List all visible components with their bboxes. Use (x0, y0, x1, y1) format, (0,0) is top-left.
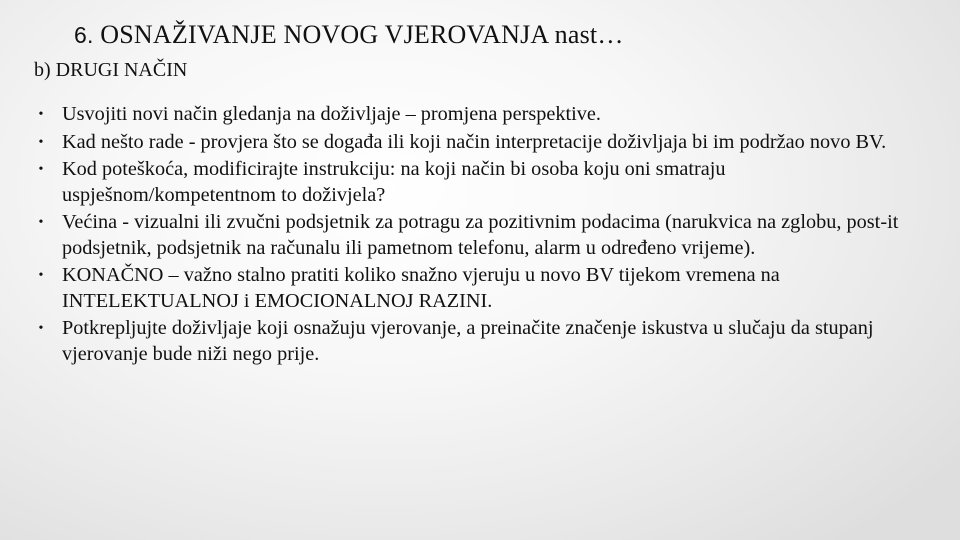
bullet-item-4 (34, 210, 934, 261)
bullet-dot-icon: • (38, 162, 44, 177)
bullet-item-5 (34, 263, 934, 314)
bullet-list (34, 102, 934, 369)
bullet-dot-icon: • (38, 215, 44, 230)
slide-title (74, 17, 624, 53)
bullet-dot-icon: • (38, 107, 44, 122)
bullet-item-1 (34, 102, 934, 128)
bullet-item-6 (34, 316, 934, 367)
bullet-text: Većina - vizualni ili zvučni podsjetnik za potragu za pozitivnim podacima (narukvica na zglobu, post-it podsjetnik, podsjetnik na računalu ili pametnom telefonu, alarm u određeno vrijeme). (62, 211, 899, 259)
bullet-dot-icon: • (38, 321, 44, 336)
bullet-text: Potkrepljujte doživljaje koji osnažuju vjerovanje, a preinačite značenje iskustva u slučaju da stupanj vjerovanje bude niži nego prije. (62, 317, 874, 365)
bullet-text: Usvojiti novi način gledanja na doživljaje – promjena perspektive. (62, 103, 601, 125)
bullet-item-2 (34, 130, 934, 156)
bullet-text: KONAČNO – važno stalno pratiti koliko snažno vjeruju u novo BV tijekom vremena na INTELEKTUALNOJ i EMOCIONALNOJ RAZINI. (62, 264, 780, 312)
bullet-dot-icon: • (38, 268, 44, 283)
bullet-text: Kod poteškoća, modificirajte instrukciju: na koji način bi osoba koju oni smatraju uspješnom/kompetentnom to doživjela? (62, 158, 726, 206)
bullet-text: Kad nešto rade - provjera što se događa ili koji način interpretacije doživljaja bi im podržao novo BV. (62, 130, 887, 153)
bullet-item-3 (34, 157, 934, 208)
title-number: 6. (74, 22, 94, 48)
slide-subtitle: b) DRUGI NAČIN (34, 59, 188, 81)
title-text: OSNAŽIVANJE NOVOG VJEROVANJA nast… (100, 20, 624, 49)
bullet-dot-icon: • (38, 134, 44, 150)
